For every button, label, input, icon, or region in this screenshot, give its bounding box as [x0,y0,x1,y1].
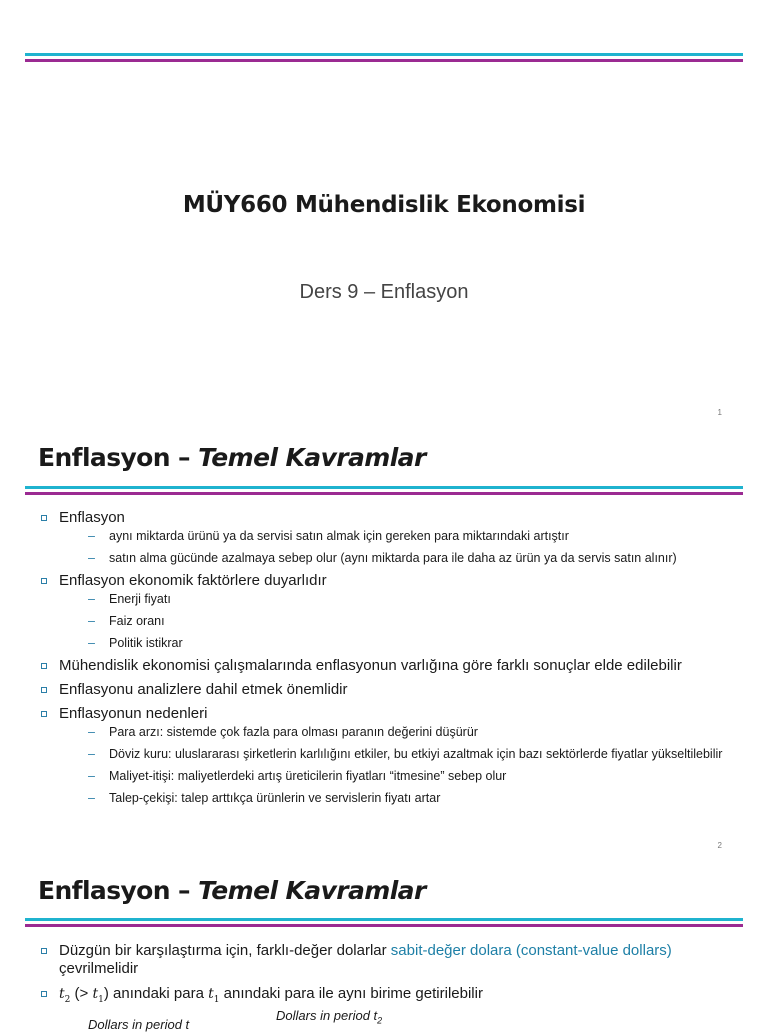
slide2-rule-magenta [25,492,743,495]
top-rule-magenta [25,59,743,62]
square-bullet-icon [41,663,47,669]
sub-list-item: – aynı miktarda ürünü ya da servisi satın almak için gereken para miktarındaki artıştır [88,529,569,543]
square-bullet-icon [41,515,47,521]
slide2-heading-italic: Temel Kavramlar [198,443,426,472]
square-bullet-icon [41,687,47,693]
slide3-bullet-list [40,942,748,1015]
slide1-subtitle: Ders 9 – Enflasyon [299,281,469,303]
slide3-rule-cyan [25,918,743,921]
t1-symbol: $t_1$ [92,986,104,1005]
sub-list-item: – Politik istikrar [88,636,183,650]
dash-icon: – [88,592,95,606]
list-item: Enflasyon – aynı miktarda ürünü ya da servisi satın almak için gereken para miktarındaki artıştır – satın alma gücünde azalmaya sebep olur (aynı miktarda para ile daha az ürün ya da servis satın alınır) [40,509,748,566]
square-bullet-icon [41,578,47,584]
slide2-heading [38,443,426,472]
top-rule-cyan [25,53,743,56]
t2-symbol: $t_2$ [59,986,71,1005]
slide3-rule-magenta [25,924,743,927]
square-bullet-icon [41,711,47,717]
dash-icon: – [88,529,95,543]
constant-value-dollars-highlight: sabit-değer dolara (constant-value dollars) [390,942,672,959]
sub-list-item: – Faiz oranı [88,614,165,628]
list-item: Mühendislik ekonomisi çalışmalarında enflasyonun varlığına göre farklı sonuçlar elde edilebilir [40,657,748,675]
slide2-heading-main: Enflasyon – [38,443,190,472]
slide1-page-number: 1 [717,408,722,417]
formula-partial-line: Dollars in period t [88,1017,190,1032]
square-bullet-icon [41,948,47,954]
slide3-heading-italic: Temel Kavramlar [198,876,426,905]
sub-list-item: – Döviz kuru: uluslararası şirketlerin karlılığını etkiler, bu etkiyi azaltmak için bazı sektörlerde fiyatlar yükseltilebilir [88,747,723,761]
sub-list-item: – Maliyet-itişi: maliyetlerdeki artış üreticilerin fiyatları “itmesine” sebep olur [88,769,507,783]
dash-icon: – [88,725,95,739]
slide1-title: MÜY660 Mühendislik Ekonomisi [182,192,586,218]
sub-list-item: – Enerji fiyatı [88,592,171,606]
sub-list-item: – satın alma gücünde azalmaya sebep olur (aynı miktarda para ile daha az ürün ya da servis satın alınır) [88,551,677,565]
slide2-bullet-list [40,509,748,813]
list-item: Enflasyonun nedenleri – Para arzı: sistemde çok fazla para olması paranın değerini düşürür – Döviz kuru: uluslararası şirketlerin karlılığını etkiler, bu etkiyi azaltmak için bazı sektörlerde fiyatlar yükseltilebilir – Maliyet-itişi: maliyetlerdeki artış üreticilerin fiyatları “itmesine” sebep olur – Talep-çekişi: talep arttıkça ürünlerin ve servislerin fiyatı artar [40,705,748,806]
dash-icon: – [88,769,95,783]
sub-list-item: – Talep-çekişi: talep arttıkça ürünlerin ve servislerin fiyatı artar [88,791,441,805]
list-item: Düzgün bir karşılaştırma için, farklı-değer dolarlar sabit-değer dolara (constant-value dollars) çevrilmelidir [40,942,748,978]
slide3-heading-main: Enflasyon – [38,876,190,905]
square-bullet-icon [41,991,47,997]
list-item: Enflasyon ekonomik faktörlere duyarlıdır – Enerji fiyatı – Faiz oranı – Politik istikrar [40,572,748,651]
dash-icon: – [88,636,95,650]
dash-icon: – [88,614,95,628]
list-item: $t_2$ (> $t_1$) anındaki para $t_1$ anındaki para ile aynı birime getirilebilir [40,985,748,1009]
sub-list [59,725,748,806]
list-item: Enflasyonu analizlere dahil etmek önemlidir [40,681,748,699]
sub-list [59,529,748,566]
slide2-page-number: 2 [717,841,722,850]
sub-list-item: – Para arzı: sistemde çok fazla para olması paranın değerini düşürür [88,725,478,739]
formula-label: Dollars in period $t_2$ [276,1008,383,1026]
dash-icon: – [88,551,95,565]
sub-list [59,592,748,651]
dash-icon: – [88,747,95,761]
dash-icon: – [88,791,95,805]
t1-symbol: $t_1$ [208,986,220,1005]
slide3-heading [38,876,426,905]
slide2-rule-cyan [25,486,743,489]
